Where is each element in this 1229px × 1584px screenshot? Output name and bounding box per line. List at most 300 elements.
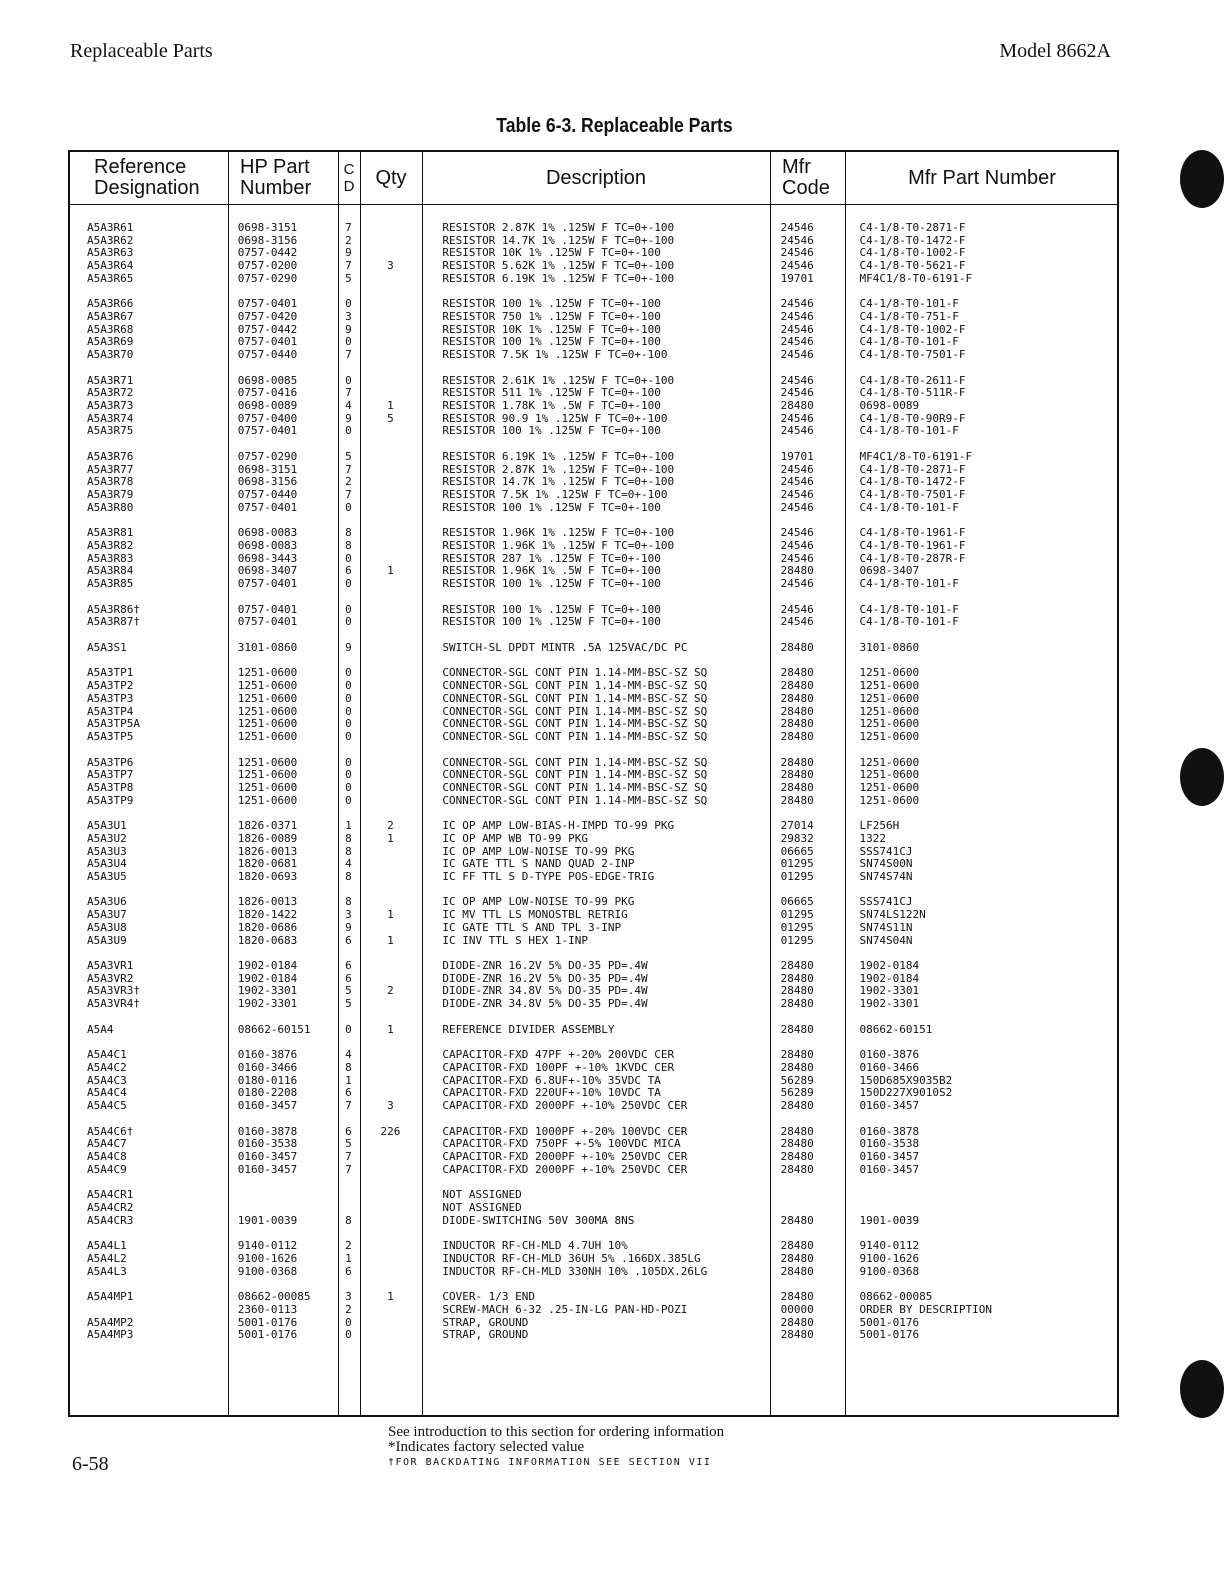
cell-description: RESISTOR 100 1% .125W F TC=0+-100 <box>442 577 661 591</box>
cell-hp-part: 0757-0401 <box>237 335 298 349</box>
cell-mfr-part-number: SN74S04N <box>859 933 913 947</box>
cell-cd: 7 <box>345 386 352 400</box>
cell-hp-part <box>228 1202 338 1215</box>
cell-mfr-part-number: 150D685X9035B2 <box>859 1073 953 1087</box>
cell-hp-part: 0698-3151 <box>237 221 298 234</box>
cell-hp-part: 0757-0200 <box>237 259 298 273</box>
cell-mfr-code: 24546 <box>780 310 814 324</box>
cell-qty <box>359 846 421 859</box>
cell-mfr-code: 28480 <box>780 691 814 705</box>
cell-qty <box>359 616 421 629</box>
cell-description: RESISTOR 10K 1% .125W F TC=0+-100 <box>442 322 661 336</box>
cell-mfr-code: 24546 <box>780 373 814 387</box>
cell-mfr-code: 01295 <box>780 933 814 947</box>
cell-cd: 0 <box>345 373 352 387</box>
cell-cd: 6 <box>345 564 352 578</box>
cell-mfr-code: 28480 <box>780 959 814 973</box>
cell-qty <box>359 1253 421 1266</box>
cell-reference: A5A3TP8 <box>87 780 134 794</box>
cell-description: CONNECTOR-SGL CONT PIN 1.14-MM-BSC-SZ SQ <box>442 666 708 680</box>
cell-qty <box>359 336 421 349</box>
table-row <box>70 1266 1117 1279</box>
cell-qty <box>359 1202 421 1215</box>
cell-qty <box>359 222 421 235</box>
cell-cd: 9 <box>345 920 352 934</box>
cell-qty <box>359 1075 421 1088</box>
cell-mfr-code: 28480 <box>780 984 814 998</box>
cell-reference: A5A4C8 <box>87 1150 127 1164</box>
cell-mfr-code: 24546 <box>780 462 814 476</box>
cell-qty <box>359 1240 421 1253</box>
cell-reference: A5A4C3 <box>87 1073 127 1087</box>
cell-cd: 4 <box>345 399 352 413</box>
cell-reference: A5A3R78 <box>87 475 134 489</box>
cell-qty <box>359 1317 421 1330</box>
cell-mfr-part-number: C4-1/8-T0-2871-F <box>859 221 966 234</box>
row-group <box>70 642 1117 655</box>
cell-qty <box>359 1164 421 1177</box>
row-group <box>70 451 1117 514</box>
cell-description: DIODE-SWITCHING 50V 300MA 8NS <box>442 1213 635 1227</box>
cell-cd: 2 <box>345 475 352 489</box>
cell-description: INDUCTOR RF-CH-MLD 330NH 10% .105DX.26LG <box>442 1264 708 1278</box>
cell-reference: A5A3U5 <box>87 869 127 883</box>
cell-mfr-part-number: C4-1/8-T0-2611-F <box>859 373 966 387</box>
row-group <box>70 960 1117 1011</box>
cell-cd: 0 <box>345 577 352 591</box>
cell-qty <box>359 1304 421 1317</box>
cell-cd: 2 <box>345 1302 352 1316</box>
cell-mfr-part-number: 0698-0089 <box>859 399 920 413</box>
cell-hp-part: 1251-0600 <box>237 691 298 705</box>
row-group <box>70 1024 1117 1037</box>
cell-description: CONNECTOR-SGL CONT PIN 1.14-MM-BSC-SZ SQ <box>442 704 708 718</box>
cell-mfr-code: 28480 <box>780 399 814 413</box>
cell-description: CAPACITOR-FXD 2000PF +-10% 250VDC CER <box>442 1162 688 1176</box>
row-group <box>70 667 1117 743</box>
cell-mfr-code: 28480 <box>780 564 814 578</box>
cell-mfr-part-number: SN74LS122N <box>859 908 926 922</box>
cell-cd: 1 <box>345 819 352 833</box>
column-header-hp-part: HP Part Number <box>240 156 312 199</box>
cell-qty <box>359 540 421 553</box>
cell-hp-part: 0698-3407 <box>237 564 298 578</box>
table-row <box>70 425 1117 438</box>
cell-mfr-part-number: 1902-0184 <box>859 971 920 985</box>
cell-hp-part: 9100-0368 <box>237 1264 298 1278</box>
cell-description: STRAP, GROUND <box>442 1315 529 1329</box>
cell-qty <box>359 1329 421 1342</box>
cell-qty <box>359 858 421 871</box>
cell-cd: 7 <box>345 1162 352 1176</box>
header-divider <box>70 204 1117 205</box>
cell-hp-part: 1251-0600 <box>237 679 298 693</box>
cell-hp-part: 5001-0176 <box>237 1328 298 1342</box>
cell-description: SCREW-MACH 6-32 .25-IN-LG PAN-HD-POZI <box>442 1302 688 1316</box>
cell-mfr-code: 06665 <box>780 844 814 858</box>
cell-hp-part <box>228 1189 338 1202</box>
cell-reference: A5A3TP7 <box>87 768 134 782</box>
cell-cd: 0 <box>345 755 352 769</box>
table-row <box>70 222 1117 235</box>
cell-mfr-part-number: 9100-1626 <box>859 1251 920 1265</box>
cell-description: DIODE-ZNR 16.2V 5% DO-35 PD=.4W <box>442 959 648 973</box>
cell-mfr-code: 24546 <box>780 602 814 616</box>
cell-mfr-code: 28480 <box>780 793 814 807</box>
cell-reference: A5A3R85 <box>87 577 134 591</box>
cell-qty <box>359 769 421 782</box>
cell-reference: A5A3U2 <box>87 831 127 845</box>
cell-description: IC OP AMP LOW-BIAS-H-IMPD TO-99 PKG <box>442 819 675 833</box>
table-row <box>70 616 1117 629</box>
cell-reference: A5A3R81 <box>87 526 134 540</box>
cell-hp-part: 0757-0442 <box>237 322 298 336</box>
cell-reference: A5A4CR1 <box>87 1188 134 1202</box>
cell-hp-part: 0757-0401 <box>237 602 298 616</box>
cell-mfr-part-number: C4-1/8-T0-101-F <box>859 602 959 616</box>
cell-reference: A5A4CR3 <box>87 1213 134 1227</box>
cell-description: RESISTOR 100 1% .125W F TC=0+-100 <box>442 500 661 514</box>
table-row <box>70 858 1117 871</box>
cell-description: RESISTOR 100 1% .125W F TC=0+-100 <box>442 335 661 349</box>
cell-mfr-part-number: C4-1/8-T0-101-F <box>859 577 959 591</box>
cell-qty <box>359 298 421 311</box>
cell-qty: 2 <box>387 984 394 998</box>
cell-mfr-code: 28480 <box>780 1162 814 1176</box>
cell-mfr-part-number: 1251-0600 <box>859 704 920 718</box>
cell-reference: A5A4MP2 <box>87 1315 134 1329</box>
cell-reference: A5A3TP5A <box>87 717 140 731</box>
table-row <box>70 1215 1117 1228</box>
running-header-left: Replaceable Parts <box>70 40 213 62</box>
footnotes <box>388 1425 724 1470</box>
cell-description: DIODE-ZNR 34.8V 5% DO-35 PD=.4W <box>442 984 648 998</box>
cell-hp-part: 0698-0083 <box>237 526 298 540</box>
cell-description: CONNECTOR-SGL CONT PIN 1.14-MM-BSC-SZ SQ <box>442 780 708 794</box>
cell-hp-part: 2360-0113 <box>237 1302 298 1316</box>
cell-description: CONNECTOR-SGL CONT PIN 1.14-MM-BSC-SZ SQ <box>442 729 708 743</box>
cell-qty <box>359 1266 421 1279</box>
cell-description: STRAP, GROUND <box>442 1328 529 1342</box>
cell-description: IC OP AMP WB TO-99 PKG <box>442 831 589 845</box>
column-header-reference: Reference Designation <box>94 156 200 199</box>
cell-mfr-part-number: MF4C1/8-T0-6191-F <box>859 271 973 285</box>
cell-mfr-part-number: ORDER BY DESCRIPTION <box>859 1302 992 1316</box>
cell-description: CAPACITOR-FXD 6.8UF+-10% 35VDC TA <box>442 1073 661 1087</box>
cell-qty <box>359 960 421 973</box>
cell-cd: 7 <box>345 221 352 234</box>
cell-reference: A5A3R61 <box>87 221 134 234</box>
cell-mfr-part-number: C4-1/8-T0-101-F <box>859 424 959 438</box>
cell-cd: 5 <box>345 1137 352 1151</box>
cell-reference: A5A3R71 <box>87 373 134 387</box>
cell-reference: A5A3U8 <box>87 920 127 934</box>
cell-cd: 3 <box>345 908 352 922</box>
cell-cd: 0 <box>345 666 352 680</box>
cell-reference: A5A4C1 <box>87 1048 127 1062</box>
cell-mfr-code: 19701 <box>780 449 814 463</box>
cell-cd: 7 <box>345 259 352 273</box>
table-row <box>70 1100 1117 1113</box>
table-row <box>70 1253 1117 1266</box>
cell-reference: A5A4 <box>87 1022 114 1036</box>
cell-hp-part: 0698-0089 <box>237 399 298 413</box>
cell-mfr-part-number: C4-1/8-T0-101-F <box>859 615 959 629</box>
cell-description: DIODE-ZNR 16.2V 5% DO-35 PD=.4W <box>442 971 648 985</box>
cell-hp-part: 0757-0401 <box>237 424 298 438</box>
cell-hp-part: 0160-3466 <box>237 1061 298 1075</box>
cell-mfr-part-number: C4-1/8-T0-1961-F <box>859 526 966 540</box>
cell-reference: A5A3U6 <box>87 895 127 909</box>
column-header-mfr-code: Mfr Code <box>782 156 830 199</box>
cell-reference: A5A4L2 <box>87 1251 127 1265</box>
cell-qty <box>359 1215 421 1228</box>
cell-mfr-part-number: 1322 <box>859 831 887 845</box>
cell-description: RESISTOR 100 1% .125W F TC=0+-100 <box>442 297 661 311</box>
cell-reference <box>70 1304 228 1317</box>
cell-mfr-code: 24546 <box>780 259 814 273</box>
cell-qty <box>359 425 421 438</box>
cell-reference: A5A3TP5 <box>87 729 134 743</box>
cell-cd: 3 <box>345 310 352 324</box>
cell-mfr-code: 24546 <box>780 424 814 438</box>
cell-mfr-part-number: 0160-3457 <box>859 1099 920 1113</box>
cell-hp-part: 0757-0442 <box>237 246 298 260</box>
cell-mfr-code: 24546 <box>780 500 814 514</box>
cell-mfr-part-number: 0160-3457 <box>859 1150 920 1164</box>
cell-description: CONNECTOR-SGL CONT PIN 1.14-MM-BSC-SZ SQ <box>442 691 708 705</box>
cell-hp-part: 1251-0600 <box>237 780 298 794</box>
cell-hp-part: 9100-1626 <box>237 1251 298 1265</box>
cell-mfr-part-number: LF256H <box>859 819 900 833</box>
cell-mfr-part-number: C4-1/8-T0-101-F <box>859 297 959 311</box>
cell-mfr-code: 28480 <box>780 997 814 1011</box>
cell-qty <box>359 998 421 1011</box>
cell-cd: 8 <box>345 1061 352 1075</box>
cell-mfr-part-number: 1251-0600 <box>859 666 920 680</box>
cell-reference: A5A3TP2 <box>87 679 134 693</box>
cell-hp-part: 0160-3457 <box>237 1099 298 1113</box>
cell-cd: 0 <box>345 424 352 438</box>
table-row <box>70 782 1117 795</box>
cell-description: RESISTOR 511 1% .125W F TC=0+-100 <box>442 386 661 400</box>
cell-qty <box>359 1189 421 1202</box>
cell-reference: A5A3R73 <box>87 399 134 413</box>
cell-mfr-code: 24546 <box>780 475 814 489</box>
cell-qty: 1 <box>387 564 394 578</box>
cell-mfr-code: 24546 <box>780 615 814 629</box>
cell-hp-part: 1820-0693 <box>237 869 298 883</box>
cell-cd: 0 <box>345 691 352 705</box>
cell-description: RESISTOR 100 1% .125W F TC=0+-100 <box>442 615 661 629</box>
cell-mfr-code: 28480 <box>780 1315 814 1329</box>
cell-hp-part: 1826-0013 <box>237 895 298 909</box>
footnote-ordering: See introduction to this section for ordering information <box>388 1424 725 1440</box>
cell-hp-part: 0698-3156 <box>237 475 298 489</box>
cell-reference: A5A3R67 <box>87 310 134 324</box>
cell-hp-part: 0160-3878 <box>237 1124 298 1138</box>
table-row <box>70 540 1117 553</box>
cell-reference: A5A3R74 <box>87 411 134 425</box>
cell-mfr-part-number: C4-1/8-T0-751-F <box>859 310 959 324</box>
cell-description: COVER- 1/3 END <box>442 1290 536 1304</box>
cell-qty <box>359 476 421 489</box>
cell-hp-part: 1251-0600 <box>237 793 298 807</box>
cell-description: RESISTOR 14.7K 1% .125W F TC=0+-100 <box>442 233 675 247</box>
cell-qty: 2 <box>387 819 394 833</box>
table-row <box>70 349 1117 362</box>
cell-cd: 6 <box>345 933 352 947</box>
cell-mfr-part-number: 5001-0176 <box>859 1315 920 1329</box>
cell-cd: 8 <box>345 831 352 845</box>
cell-description: RESISTOR 5.62K 1% .125W F TC=0+-100 <box>442 259 675 273</box>
cell-hp-part: 1251-0600 <box>237 704 298 718</box>
cell-hp-part: 0757-0401 <box>237 615 298 629</box>
cell-description: INDUCTOR RF-CH-MLD 4.7UH 10% <box>442 1239 628 1253</box>
cell-mfr-code: 28480 <box>780 1061 814 1075</box>
cell-mfr-part-number: C4-1/8-T0-101-F <box>859 335 959 349</box>
cell-mfr-part-number: 3101-0860 <box>859 640 920 654</box>
cell-mfr-part-number: 0160-3538 <box>859 1137 920 1151</box>
cell-qty <box>359 871 421 884</box>
running-header-right: Model 8662A <box>999 40 1111 62</box>
cell-qty <box>359 922 421 935</box>
cell-mfr-code: 24546 <box>780 322 814 336</box>
cell-mfr-part-number: 1251-0600 <box>859 679 920 693</box>
row-group <box>70 604 1117 629</box>
cell-description: RESISTOR 1.96K 1% .125W F TC=0+-100 <box>442 539 675 552</box>
cell-mfr-part-number: 0160-3457 <box>859 1162 920 1176</box>
cell-cd: 0 <box>345 1328 352 1342</box>
cell-mfr-code: 28480 <box>780 704 814 718</box>
row-group <box>70 1189 1117 1227</box>
cell-description: CAPACITOR-FXD 220UF+-10% 10VDC TA <box>442 1086 661 1100</box>
cell-qty <box>359 795 421 808</box>
cell-description: RESISTOR 6.19K 1% .125W F TC=0+-100 <box>442 271 675 285</box>
cell-mfr-code: 24546 <box>780 386 814 400</box>
cell-qty <box>359 1138 421 1151</box>
cell-qty <box>359 680 421 693</box>
cell-mfr-part-number: 0160-3466 <box>859 1061 920 1075</box>
table-row <box>70 922 1117 935</box>
table-row <box>70 680 1117 693</box>
cell-qty <box>359 235 421 248</box>
table-row <box>70 1024 1117 1037</box>
row-group <box>70 896 1117 947</box>
cell-mfr-part-number: SN74S74N <box>859 869 913 883</box>
cell-description: IC MV TTL LS MONOSTBL RETRIG <box>442 908 628 922</box>
row-group <box>70 375 1117 438</box>
row-group <box>70 820 1117 883</box>
cell-mfr-code: 27014 <box>780 819 814 833</box>
table-row <box>70 273 1117 286</box>
cell-hp-part: 1820-1422 <box>237 908 298 922</box>
cell-reference: A5A3U4 <box>87 857 127 871</box>
cell-description: RESISTOR 7.5K 1% .125W F TC=0+-100 <box>442 348 668 362</box>
cell-cd: 0 <box>345 1022 352 1036</box>
cell-mfr-part-number: 9140-0112 <box>859 1239 920 1253</box>
table-row <box>70 769 1117 782</box>
cell-cd: 3 <box>345 1290 352 1304</box>
cell-description: CAPACITOR-FXD 1000PF +-20% 100VDC CER <box>442 1124 688 1138</box>
cell-reference: A5A3R87† <box>87 615 140 629</box>
cell-description: CAPACITOR-FXD 100PF +-10% 1KVDC CER <box>442 1061 675 1075</box>
cell-mfr-part-number: 1902-0184 <box>859 959 920 973</box>
cell-qty <box>359 451 421 464</box>
cell-hp-part: 9140-0112 <box>237 1239 298 1253</box>
cell-description: RESISTOR 1.78K 1% .5W F TC=0+-100 <box>442 399 661 413</box>
cell-description: RESISTOR 287 1% .125W F TC=0+-100 <box>442 551 661 565</box>
cell-cd: 8 <box>345 539 352 552</box>
cell-mfr-part-number: 1251-0600 <box>859 793 920 807</box>
cell-cd: 8 <box>345 1213 352 1227</box>
cell-reference: A5A3R75 <box>87 424 134 438</box>
cell-hp-part: 1826-0013 <box>237 844 298 858</box>
cell-reference: A5A3R83 <box>87 551 134 565</box>
cell-description: RESISTOR 2.61K 1% .125W F TC=0+-100 <box>442 373 675 387</box>
cell-mfr-code: 28480 <box>780 1213 814 1227</box>
cell-mfr-code: 28480 <box>780 717 814 731</box>
cell-mfr-code: 28480 <box>780 1022 814 1036</box>
cell-mfr-code: 24546 <box>780 539 814 552</box>
table-row <box>70 489 1117 502</box>
cell-mfr-code <box>769 1189 844 1202</box>
cell-cd: 9 <box>345 411 352 425</box>
table-row <box>70 935 1117 948</box>
cell-description: DIODE-ZNR 34.8V 5% DO-35 PD=.4W <box>442 997 648 1011</box>
cell-reference: A5A4C6† <box>87 1124 134 1138</box>
cell-reference: A5A4L1 <box>87 1239 127 1253</box>
cell-cd <box>338 1189 360 1202</box>
cell-cd: 9 <box>345 246 352 260</box>
table-row <box>70 1329 1117 1342</box>
cell-reference: A5A4L3 <box>87 1264 127 1278</box>
cell-cd: 7 <box>345 348 352 362</box>
cell-description: NOT ASSIGNED <box>442 1200 522 1214</box>
table-row <box>70 451 1117 464</box>
cell-mfr-part-number: 1902-3301 <box>859 984 920 998</box>
cell-reference: A5A3R62 <box>87 233 134 247</box>
cell-cd: 0 <box>345 297 352 311</box>
cell-hp-part: 1902-0184 <box>237 959 298 973</box>
cell-reference: A5A4C7 <box>87 1137 127 1151</box>
cell-reference: A5A4MP1 <box>87 1290 134 1304</box>
cell-description: RESISTOR 100 1% .125W F TC=0+-100 <box>442 424 661 438</box>
table-body <box>70 222 1117 1355</box>
table-row <box>70 311 1117 324</box>
cell-qty <box>359 731 421 744</box>
cell-qty: 1 <box>387 1022 394 1036</box>
cell-mfr-part-number: C4-1/8-T0-1961-F <box>859 539 966 552</box>
cell-cd: 4 <box>345 857 352 871</box>
table-row <box>70 1151 1117 1164</box>
cell-mfr-part-number: 1251-0600 <box>859 780 920 794</box>
cell-cd: 6 <box>345 1264 352 1278</box>
cell-mfr-code: 24546 <box>780 246 814 260</box>
cell-cd: 5 <box>345 997 352 1011</box>
cell-qty <box>359 349 421 362</box>
cell-mfr-code: 29832 <box>780 831 814 845</box>
cell-qty <box>359 502 421 515</box>
cell-mfr-code: 24546 <box>780 297 814 311</box>
table-row <box>70 871 1117 884</box>
cell-mfr-code: 28480 <box>780 1099 814 1113</box>
cell-cd: 7 <box>345 1099 352 1113</box>
cell-cd: 8 <box>345 844 352 858</box>
cell-mfr-part-number: SSS741CJ <box>859 844 913 858</box>
cell-description: RESISTOR 1.96K 1% .125W F TC=0+-100 <box>442 526 675 540</box>
cell-cd: 8 <box>345 526 352 540</box>
